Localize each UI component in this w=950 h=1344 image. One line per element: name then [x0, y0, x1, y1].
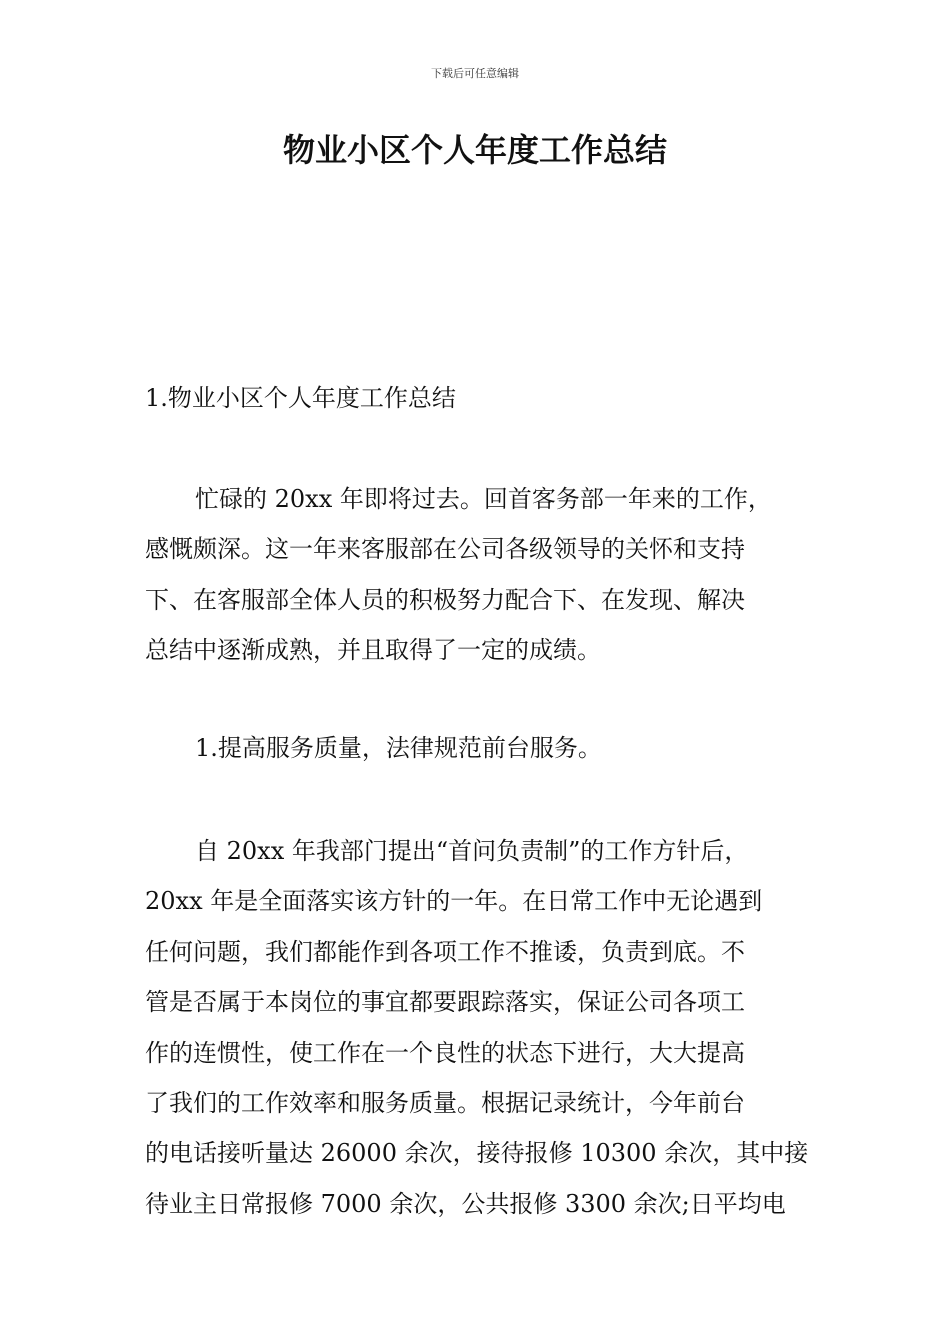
- paragraph-line: 忙碌的 20xx 年即将过去。回首客务部一年来的工作，: [195, 485, 772, 513]
- body-paragraph: [145, 826, 825, 1229]
- intro-paragraph: [145, 474, 825, 676]
- paragraph-line: 下、在客服部全体人员的积极努力配合下、在发现、解决: [145, 585, 745, 614]
- paragraph-line: 管是否属于本岗位的事宜都要跟踪落实，保证公司各项工: [145, 988, 745, 1017]
- sub-heading: [145, 723, 825, 773]
- paragraph-line: 的电话接听量达 26000 余次，接待报修 10300 余次，其中接: [145, 1139, 809, 1168]
- section-heading: 1.物业小区个人年度工作总结: [145, 384, 456, 412]
- paragraph-line: 感慨颇深。这一年来客服部在公司各级领导的关怀和支持: [145, 535, 745, 564]
- document-title: 物业小区个人年度工作总结: [282, 131, 667, 169]
- paragraph-line: 了我们的工作效率和服务质量。根据记录统计，今年前台: [145, 1089, 745, 1118]
- paragraph-line: 任何问题，我们都能作到各项工作不推诿，负责到底。不: [145, 937, 745, 966]
- paragraph-line: 20xx 年是全面落实该方针的一年。在日常工作中无论遇到: [145, 887, 763, 916]
- paragraph-line: 待业主日常报修 7000 余次，公共报修 3300 余次;日平均电: [145, 1189, 786, 1218]
- paragraph-line: 作的连惯性，使工作在一个良性的状态下进行，大大提高: [145, 1038, 745, 1067]
- sub-heading-text: 1.提高服务质量，法律规范前台服务。: [195, 734, 602, 762]
- header-note: 下载后可任意编辑: [431, 67, 519, 80]
- paragraph-line: 总结中逐渐成熟，并且取得了一定的成绩。: [145, 636, 601, 665]
- paragraph-line: 自 20xx 年我部门提出“首问负责制”的工作方针后，: [195, 837, 749, 865]
